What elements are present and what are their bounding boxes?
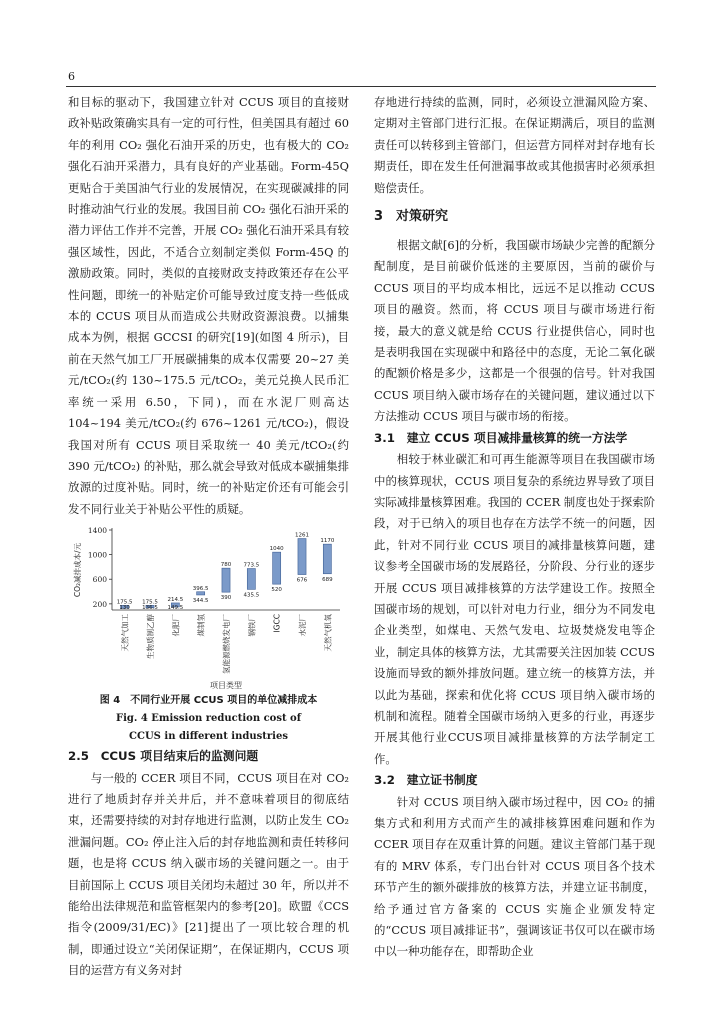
x-category-label: 天然气加工 xyxy=(120,614,130,652)
bar xyxy=(197,592,205,595)
bar-low-label: 149.5 xyxy=(167,605,184,612)
figure-caption-en-2: CCUS in different industries xyxy=(129,731,288,743)
x-category-label: 天然气机氧 xyxy=(323,614,333,652)
bar xyxy=(222,568,230,592)
left-column xyxy=(68,92,349,982)
bar-high-label: 214.5 xyxy=(167,597,184,604)
bar-low-label: 676 xyxy=(296,577,308,584)
bar-high-label: 396.5 xyxy=(192,585,209,592)
bar-high-label: 773.5 xyxy=(243,562,260,569)
bar xyxy=(247,569,255,590)
x-category-label: 钢铁厂 xyxy=(247,614,257,637)
x-category-label: 水泥厂 xyxy=(298,614,307,637)
y-tick-label: 600 xyxy=(92,575,107,585)
bar-high-label: 175.5 xyxy=(142,599,158,606)
right-paragraph-3: 相较于林业碳汇和可再生能源等项目在我国碳市场中的核算现状，CCUS 项目复杂的系统边界导致了项目实际减排量核算困难。我国的 CCER 制度也处于探索阶段，对于已纳入的项目也存在方法学不统一的问题，因此，针对不同行业 CCUS 项目的减排量核算问题，建议参考全国碳市场的发展路径，分阶段、分行业的逐步开展 CCUS 项目减排核算的方法学建设工作。按照全国碳市场的规划，可以针对电力行业，细分为不同发电企业类型，如煤电、天然气发电、垃圾焚烧发电等企业，制定具体的核算方法，尤其需要关注因加装 CCUS 设施而导致的额外排放问题。建立统一的核算方法，并以此为基础，探索和优化将 CCUS 项目纳入碳市场的机制和流程。随着全国碳市场纳入更多的行业，再逐步开展其他行业CCUS项目减排量核算的方法学制定工作。 xyxy=(374,452,655,766)
x-category-label: IGCC xyxy=(272,614,282,633)
section-3-title: 3 对策研究 xyxy=(374,209,449,225)
left-paragraph-1: 和目标的驱动下，我国建立针对 CCUS 项目的直接财政补贴政策确实具有一定的可行性，但美国具有超过 60 年的利用 CO₂ 强化石油开采的历史，也有极大的 CO₂ 强化石油开采潜力，具有良好的产业基础。Form-45Q 更贴合于美国油气行业的发展情况，在实现碳减排的同时推动油气行业的发展。我国目前 CO₂ 强化石油开采的潜力评估工作并不完善，开展 CO₂ 强化石油开采具有较强区域性，因此，不适合立刻制定类似 Form-45Q 的激励政策。同时，类似的直接财政支持政策还存在公平性问题，即统一的补贴定价可能导致过度支持一些低成本的 CCUS 项目从而造成公共财政资源浪费。以捕集成本为例，根据 GCCSI 的研究[19](如图 4 所示)，目前在天然气加工厂开展碳捕集的成本仅需要 20~27 美元/tCO₂(约 130~175.5 元/tCO₂，美元兑换人民币汇率统一采用 6.50，下同)，而在水泥厂则高达 104~194 美元/tCO₂(约 676~1261 元/tCO₂)，假设我国对所有 CCUS 项目采取统一 40 美元/tCO₂(约 390 元/tCO₂) 的补贴，那么就会导致对低成本碳捕集排放源的过度补贴。同时，统一的补贴定价还有可能会引发不同行业关于补贴公平性的质疑。 xyxy=(68,95,349,516)
section-3-1-title: 3.1 建立 CCUS 项目减排量核算的统一方法学 xyxy=(374,430,628,445)
bar-high-label: 1040 xyxy=(269,546,284,553)
figure-4-chart xyxy=(68,522,349,692)
right-paragraph-4: 针对 CCUS 项目纳入碳市场过程中，因 CO₂ 的捕集方式和利用方式而产生的减排核算困难问题和作为 CCER 项目存在双重计算的问题。建议主管部门基于现有的 MRV 体系，专门出台针对 CCUS 项目各个技术环节产生的额外碳排放的核算方法，并建立证书制度，给予通过官方备案的 CCUS 实施企业颁发特定的“CCUS 项目减排证书”，强调该证书仅可以在碳市场中以一种功能存在，即帮助企业 xyxy=(374,794,655,959)
bar-low-label: 435.5 xyxy=(243,592,260,599)
section-3-2-title: 3.2 建立证书制度 xyxy=(374,773,478,788)
bar-low-label: 390 xyxy=(220,595,232,602)
x-category-label: 化肥厂 xyxy=(171,614,181,637)
bar-low-label: 520 xyxy=(271,587,282,594)
right-column xyxy=(374,92,655,963)
figure-caption-zh: 图 4 不同行业开展 CCUS 项目的单位减排成本 xyxy=(99,695,318,707)
page-number: 6 xyxy=(68,70,75,83)
section-2-5-title: 2.5 CCUS 项目结束后的监测问题 xyxy=(68,749,259,764)
bar xyxy=(323,544,331,574)
bar-chart-svg xyxy=(68,522,349,692)
bar-high-label: 175.5 xyxy=(116,599,133,606)
x-category-label: 氢能源燃烧发电厂 xyxy=(222,614,231,675)
x-category-label: 煤制氢 xyxy=(196,614,206,637)
y-tick-label: 200 xyxy=(92,599,107,609)
bar-high-label: 1170 xyxy=(320,538,335,545)
bar xyxy=(298,539,306,575)
figure-caption-en-1: Fig. 4 Emission reduction cost of xyxy=(115,713,302,725)
bar-high-label: 1261 xyxy=(295,532,309,539)
bar-low-label: 344.5 xyxy=(192,598,209,605)
bar-low-label: 136.5 xyxy=(142,605,158,612)
bar xyxy=(273,552,281,584)
right-paragraph-1: 存地进行持续的监测，同时，必须设立泄漏风险方案、定期对主管部门进行汇报。在保证期满后，项目的监测责任可以转移到主管部门，但运营方同样对封存地有长期责任，即在发生任何泄漏事故或其他损害时必须承担赔偿责任。 xyxy=(374,95,655,195)
y-tick-label: 1000 xyxy=(87,550,107,560)
bar-low-label: 689 xyxy=(322,576,333,583)
y-tick-label: 1400 xyxy=(87,526,107,536)
left-paragraph-2: 与一般的 CCER 项目不同，CCUS 项目在对 CO₂ 进行了地质封存并关井后，并不意味着项目的彻底结束，还需要持续的对封存地进行监测，以防止发生 CO₂ 泄漏问题。CO₂ 停止注入后的封存地监测和责任转移问题，也是将 CCUS 纳入碳市场的关键问题之一。由于目前国际上 CCUS 项目关闭均未超过 30 年，所以并不能给出法律规范和监管框架内的参考[20]。欧盟《CCS 指令(2009/31/EC)》[21]提出了一项比较合理的机制，即通过设立“关闭保证期”，在保证期内，CCUS 项目的运营方有义务对封 xyxy=(68,770,349,978)
right-paragraph-2: 根据文献[6]的分析，我国碳市场缺少完善的配额分配制度，是目前碳价低迷的主要原因，当前的碳价与 CCUS 项目的平均成本相比，远远不足以推动 CCUS 项目的融资。然而，将 CCUS 项目与碳市场进行衔接，最大的意义就是给 CCUS 行业提供信心，同时也是表明我国在实现碳中和路径中的态度，无论二氧化碳的配额价格是多少，这都是一个很强的信号。针对我国 CCUS 项目纳入碳市场存在的关键问题，建议通过以下方法推动 CCUS 项目与碳市场的衔接。 xyxy=(374,238,655,424)
bar-high-label: 780 xyxy=(220,562,232,569)
y-axis-label: CO₂减排成本/元 xyxy=(73,543,82,598)
header-rule xyxy=(66,86,656,87)
x-axis-label: 项目类型 xyxy=(210,681,242,691)
x-category-label: 生物质制乙醇 xyxy=(146,614,155,660)
bar-low-label: 130 xyxy=(119,605,130,612)
